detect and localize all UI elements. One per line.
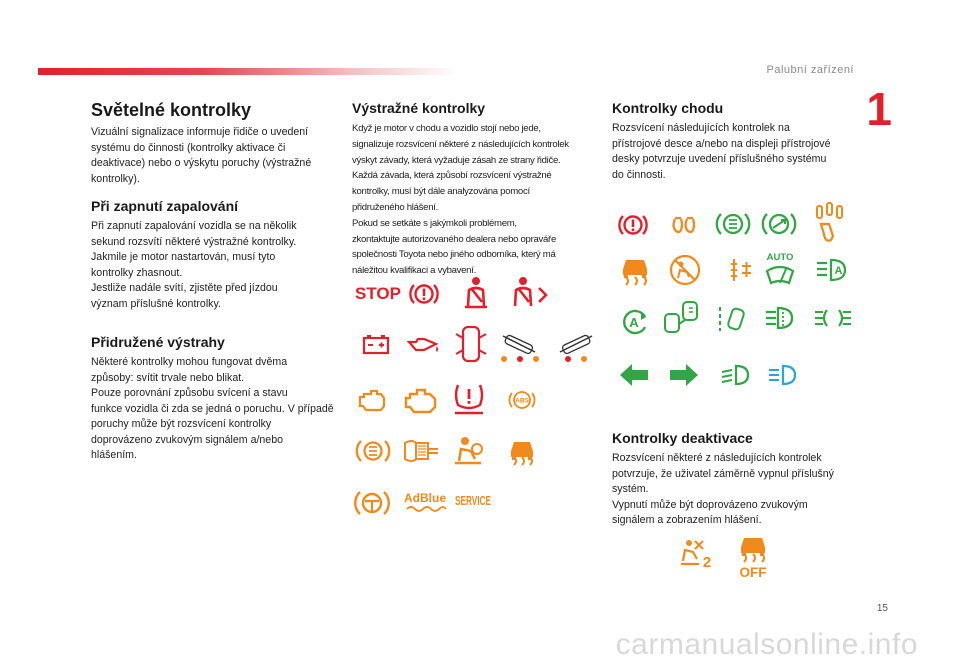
auto-high-beam-icon bbox=[815, 257, 849, 283]
seatbelt-icon bbox=[462, 276, 490, 310]
section-label: Palubní zařízení bbox=[766, 64, 854, 76]
foot-brake-icon bbox=[813, 202, 849, 244]
warning-heading: Výstražné kontrolky bbox=[352, 100, 486, 116]
running-heading: Kontrolky chodu bbox=[612, 100, 724, 116]
parking-brake-icon bbox=[716, 208, 750, 240]
airbag-fault-icon bbox=[453, 435, 485, 465]
off-label: OFF bbox=[739, 565, 767, 580]
abs-icon bbox=[509, 388, 535, 412]
auto-label: AUTO bbox=[766, 252, 794, 263]
ignition-text: Při zapnutí zapalování vozidla se na několik sekund rozsvítí některé výstražné kontrolky. Jakmile je motor nastartován, musí tyto kontrolky zhasnout. Jestliže nadále svítí, zjistěte před jízdou význam příslušné kontrolky. bbox=[91, 220, 297, 310]
warning-text: Když je motor v chodu a vozidlo stojí nebo jede, signalizuje rozsvícení některé z následujících kontrolek výskyt závady, která vyžaduje zásah ze strany řidiče. Každá závada, která způsobí rozsvícení výstražné kontrolky, musí být dále analyzována pomocí přidruženého hlášení. Pokud se setkáte s jakýmkoli problémem, zkontaktujte autorizovaného dealera nebo opravářе společnosti Toyota nebo jiného odborníka, který má náležitou kvalifikaci a vybavení. bbox=[352, 123, 569, 277]
brake-hold-icon bbox=[761, 208, 799, 240]
sidelights-icon bbox=[813, 306, 853, 330]
deactivation-text: Rozsvícení některé z následujících kontrolek potvrzuje, že uživatel záměrně vypnul příslušný systém. Vypnutí může být doprovázeno zvukovým signálem a zobrazením hlášení. bbox=[612, 452, 834, 526]
esp-icon bbox=[506, 435, 538, 467]
deactivation-heading: Kontrolky deaktivace bbox=[612, 430, 753, 446]
associated-heading: Přidružené výstrahy bbox=[91, 334, 225, 350]
adblue-icon bbox=[404, 490, 446, 514]
door-open-icon bbox=[454, 324, 488, 364]
header-accent-bar bbox=[38, 68, 458, 75]
ignition-heading: Při zapnutí zapalování bbox=[91, 198, 239, 214]
preheat-icon bbox=[671, 213, 699, 237]
engine-check-icon bbox=[404, 385, 438, 417]
lane-departure-icon bbox=[716, 303, 748, 333]
airbag-deactivated-icon bbox=[679, 537, 715, 571]
adblue-label: AdBlue bbox=[404, 491, 446, 505]
steering-assist-icon bbox=[556, 326, 596, 366]
battery-icon bbox=[362, 333, 390, 355]
engine-fault-icon bbox=[357, 387, 389, 417]
seatbelt-passenger-icon bbox=[509, 276, 549, 310]
alert-icon bbox=[618, 210, 648, 240]
particle-filter-icon bbox=[402, 437, 442, 465]
a-label: A bbox=[834, 265, 843, 277]
airbag-off-icon bbox=[667, 253, 703, 287]
turn-left-icon bbox=[618, 362, 650, 388]
chapter-number: 1 bbox=[866, 83, 892, 135]
brake-pad-icon bbox=[356, 436, 390, 466]
watermark: carmanualsonline.info bbox=[615, 628, 918, 661]
dipped-beam-icon bbox=[720, 363, 752, 387]
associated-text: Některé kontrolky mohou fungovat dvěma způsoby: svítit trvale nebo blikat. Pouze porovnání způsobu svícení a stavu funkce vozidla či zda se jedná o poruchu. V případě poruchy může být rozsvícení kontrolky doprovázeno zvukovým signálem a/nebo hlášením. bbox=[91, 356, 334, 461]
service-icon bbox=[455, 491, 495, 511]
tyre-pressure-icon bbox=[452, 381, 486, 417]
stop-start-label: A bbox=[629, 315, 639, 330]
front-fog-icon bbox=[764, 305, 796, 331]
service-label: SERVICE bbox=[455, 494, 491, 508]
stop-icon bbox=[355, 281, 401, 305]
abs-label: ABS bbox=[515, 397, 529, 405]
brake-warning-icon bbox=[409, 279, 439, 309]
stability-control-icon bbox=[618, 253, 652, 287]
two-label: 2 bbox=[702, 554, 712, 571]
stop-start-icon bbox=[620, 307, 650, 337]
steering-lock-icon bbox=[499, 326, 541, 366]
intro-text: Vizuální signalizace informuje řidiče o uvedení systému do činnosti (kontrolky aktivace či deaktivace) nebo o výskytu poruchy (výstražné kontrolky). bbox=[91, 126, 312, 185]
auto-wiper-icon bbox=[763, 251, 797, 287]
lane-assist-icon bbox=[661, 300, 701, 336]
main-beam-icon bbox=[767, 363, 799, 387]
stop-label: STOP bbox=[355, 284, 401, 303]
running-text: Rozsvícení následujících kontrolek na přístrojové desce a/nebo na displeji přístrojové desky potvrzuje uvedení příslušného systému do činnosti. bbox=[612, 122, 831, 181]
oil-pressure-icon bbox=[406, 334, 440, 354]
page-title: Světelné kontrolky bbox=[91, 100, 252, 120]
turn-right-icon bbox=[668, 362, 700, 388]
diesel-heater-icon bbox=[728, 256, 754, 284]
steering-fault-icon bbox=[356, 487, 388, 519]
page-number: 15 bbox=[876, 603, 888, 614]
esp-off-icon bbox=[736, 533, 770, 579]
